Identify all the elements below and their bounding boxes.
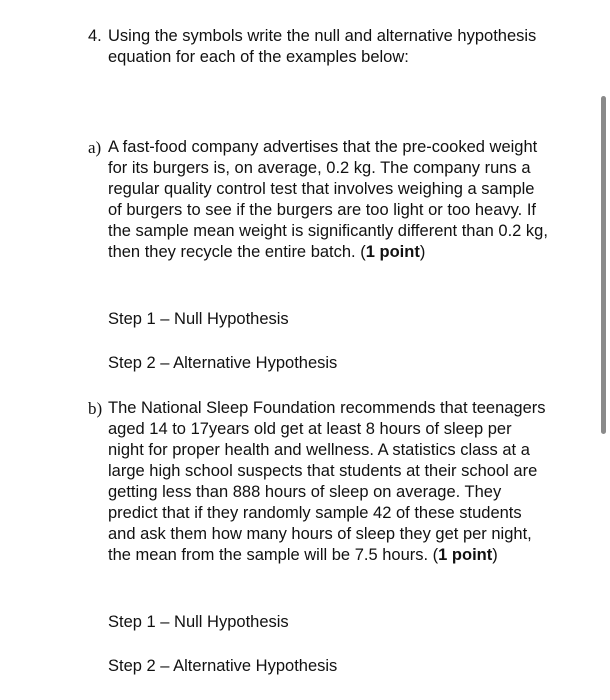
part-b-letter: b) xyxy=(88,399,103,418)
question-number: 4. xyxy=(88,27,102,45)
part-b-close: ) xyxy=(492,546,498,564)
part-a-step-1: Step 1 – Null Hypothesis xyxy=(108,310,289,328)
vertical-scrollbar[interactable] xyxy=(601,96,606,434)
question-4 xyxy=(88,26,558,68)
part-a-letter: a) xyxy=(88,138,102,157)
question-prompt: Using the symbols write the null and alternative hypothesis equation for each of the examples below: xyxy=(108,27,537,66)
part-a-body: A fast-food company advertises that the pre-cooked weight for its burgers is, on average, 0.2 kg. The company runs a regular quality control test that involves weighing a sample of burgers to see if the burgers are too light or too heavy. If the sample mean weight is significantly different than 0.2 kg, then they recycle the entire batch. ( xyxy=(108,138,548,261)
part-a-close: ) xyxy=(419,243,426,261)
part-b-step-1: Step 1 – Null Hypothesis xyxy=(108,613,289,631)
part-a xyxy=(88,137,558,263)
part-a-points: 1 point xyxy=(365,243,420,261)
part-a-text xyxy=(108,137,550,263)
part-a-step-2: Step 2 – Alternative Hypothesis xyxy=(108,354,338,372)
part-b-body: The National Sleep Foundation recommends that teenagers aged 14 to 17years old get at least 8 hours of sleep per night for proper health and wellness. A statistics class at a large high school suspects that students at their school are getting less than 888 hours of sleep on average. They predict that if they randomly sample 42 of these students and ask them how many hours of sleep they get per night, the mean from the sample will be 7.5 hours. ( xyxy=(108,399,546,564)
part-b-points: 1 point xyxy=(438,546,493,564)
part-b-text xyxy=(108,398,550,566)
part-b xyxy=(88,398,558,566)
part-b-step-2: Step 2 – Alternative Hypothesis xyxy=(108,657,338,675)
